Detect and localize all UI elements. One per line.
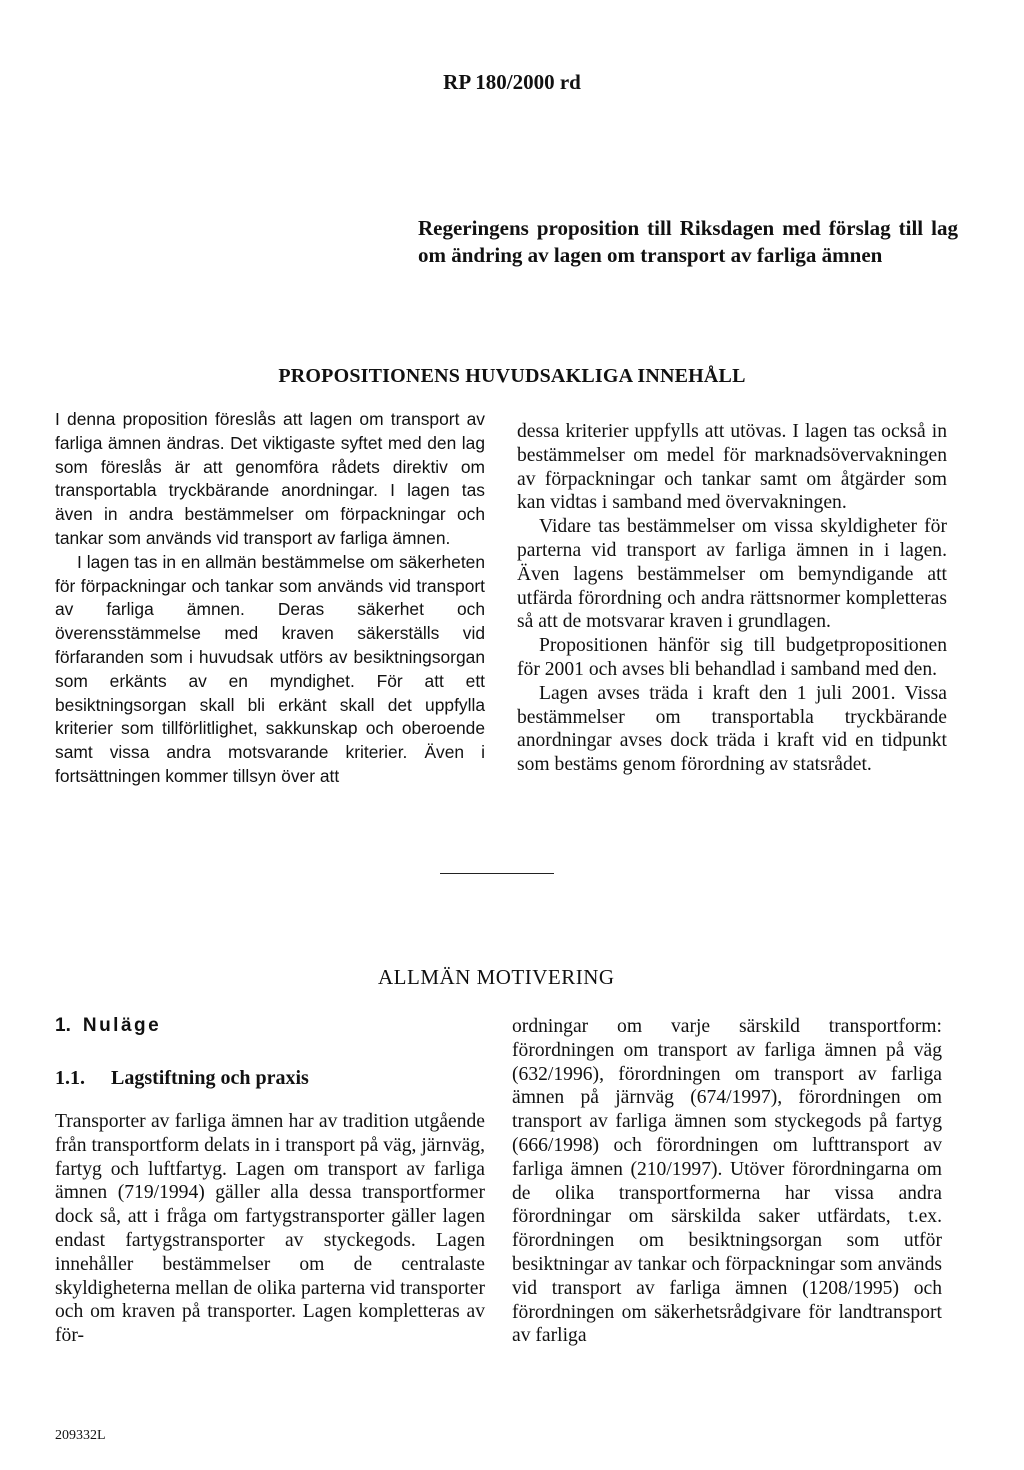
footer-code: 209332L — [55, 1428, 106, 1443]
section-1-heading — [55, 1015, 161, 1037]
section-1-1-heading — [55, 1067, 309, 1090]
general-section-heading: ALLMÄN MOTIVERING — [378, 965, 615, 989]
general-section-right-column — [512, 1015, 942, 1348]
section-number: 1.1. — [55, 1067, 85, 1089]
section-title: Lagstiftning och praxis — [111, 1067, 309, 1089]
paragraph: I lagen tas in en allmän bestämmelse om säkerheten för förpackningar och tankar som används vid transport av farliga ämnen. Deras säkerhet och överensstämmelse med kraven säkerställs vid förfaranden som i huvudsak utförs av besiktningsorgan som erkänts av en myndighet. För att ett besiktningsorgan skall bli erkänt skall det uppfylla kriterier som tillförlitlighet, sakkunskap och oberoende samt vissa andra motsvarande kriterier. Även i fortsättningen kommer tillsyn över att — [55, 551, 485, 786]
proposition-title: Regeringens proposition till Riksdagen med förslag till lag om ändring av lagen om transport av farliga ämnen — [418, 216, 958, 267]
paragraph: I denna proposition föreslås att lagen om transport av farliga ämnen ändras. Det viktigaste syftet med den lag som föreslås är att genomföra rådets direktiv om transportabla tryckbärande anordningar. I lagen tas även in andra bestämmelser om förpackningar och tankar som används vid transport av farliga ämnen. — [55, 409, 485, 548]
section-title: Nuläge — [82, 1015, 162, 1036]
paragraph: ordningar om varje särskild transportform: förordningen om transport av farliga ämnen på väg (632/1996), förordningen om transport av farliga ämnen på järnväg (674/1997), förordningen om transport av farliga ämnen som styckegods på fartyg (666/1998) och förordningen om lufttransport av farliga ämnen (210/1997). Utöver förordningarna om de olika transportformerna har vissa andra förordningar om särskilda saker utfärdats, t.ex. förordningen om besiktningsorgan som utför besiktningar av tankar och förpackningar som används vid transport av farliga ämnen (1208/1995) och förordningen om säkerhetsrådgivare för landtransport av farliga — [512, 1016, 942, 1347]
paragraph: Vidare tas bestämmelser om vissa skyldigheter för parterna vid transport av farliga ämnen in i lagen. Även lagens bestämmelser om bemyndigande att utfärda förordning och andra rättsnormer kompletteras så att de motsvarar kraven i grundlagen. — [517, 516, 947, 633]
paragraph: Propositionen hänför sig till budgetpropositionen för 2001 och avses bli behandlad i samband med den. — [517, 635, 947, 680]
main-content-right-column — [517, 420, 947, 777]
paragraph: Transporter av farliga ämnen har av tradition utgående från transportform delats in i transport på väg, järnväg, fartyg och luftfartyg. Lagen om transport av farliga ämnen (719/1994) gäller alla dessa transportformer dock så, att i fråga om fartygstransporter gäller lagen endast fartygstransporter av styckegods. Lagen innehåller bestämmelser om de centralaste skyldigheterna mellan de olika parterna vid transporter och om kraven på transporter. Lagen kompletteras av för- — [55, 1111, 485, 1347]
section-divider — [440, 873, 554, 874]
main-content-left-column — [55, 408, 485, 789]
general-section-left-column — [55, 1110, 485, 1348]
main-content-heading: PROPOSITIONENS HUVUDSAKLIGA INNEHÅLL — [278, 365, 746, 387]
section-number: 1. — [55, 1015, 71, 1036]
paragraph: Lagen avses träda i kraft den 1 juli 2001. Vissa bestämmelser om transportabla tryckbärande anordningar avses dock träda i kraft vid en tidpunkt som bestäms genom förordning av statsrådet. — [517, 682, 947, 776]
paragraph: dessa kriterier uppfylls att utövas. I lagen tas också in bestämmelser om medel för marknadsövervakningen av förpackningar och tankar samt om åtgärder som kan vidtas i samband med övervakningen. — [517, 421, 947, 514]
document-header-title: RP 180/2000 rd — [443, 70, 581, 94]
